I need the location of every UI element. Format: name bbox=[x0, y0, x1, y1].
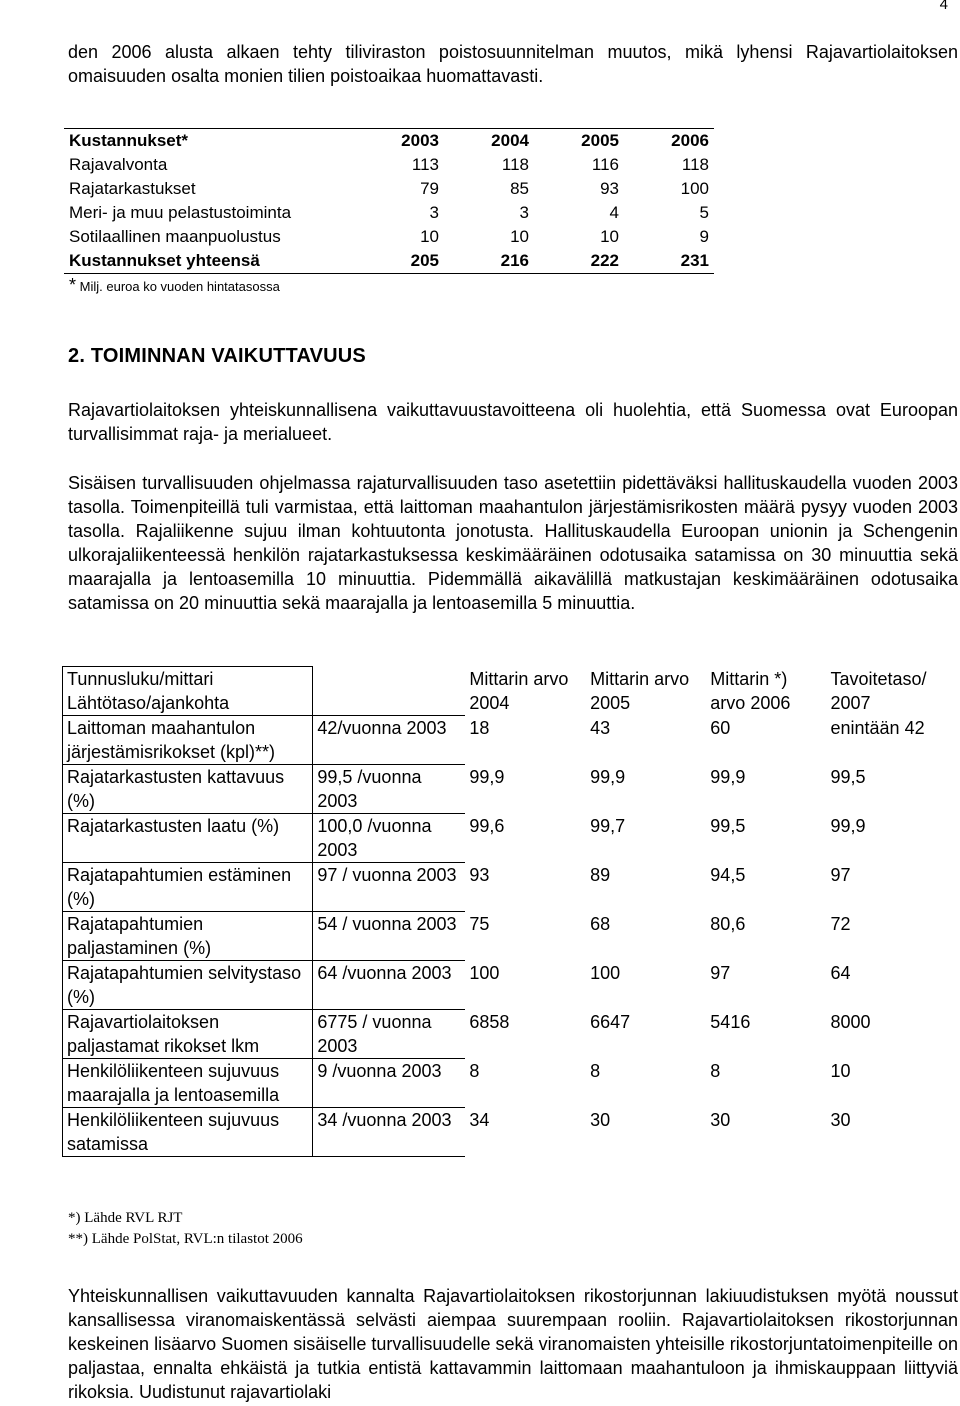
cost-cell: 118 bbox=[681, 155, 709, 174]
metrics-indicator: Rajatarkastusten laatu (%) bbox=[63, 814, 313, 863]
metrics-value-2005: 99,7 bbox=[590, 815, 626, 836]
cost-cell: 116 bbox=[591, 155, 619, 174]
cost-header-year: 2003 bbox=[354, 129, 444, 154]
cost-total-cell: 231 bbox=[624, 249, 714, 274]
metrics-row bbox=[63, 765, 960, 814]
metrics-row bbox=[63, 912, 960, 961]
metrics-row bbox=[63, 1059, 960, 1108]
metrics-value-2005: 99,9 bbox=[590, 766, 626, 787]
cost-cell: 3 bbox=[429, 203, 439, 222]
metrics-value-2005: 89 bbox=[590, 864, 611, 885]
cost-cell: 100 bbox=[680, 179, 709, 198]
metrics-value-2006: 97 bbox=[710, 962, 731, 983]
cost-table-note bbox=[69, 275, 280, 296]
metrics-value-2006: 94,5 bbox=[710, 864, 746, 885]
cost-cell: 9 bbox=[699, 227, 709, 246]
paragraph-3: Yhteiskunnallisen vaikuttavuuden kannalta Rajavartiolaitoksen rikostorjunnan lakiuudistuksen myötä noussut kansallisessa viranomaiskentässä selvästi aiempaa suurempaan rooliin. Rajavartiolaitoksen rikostorjunnan keskeinen lisäarvo Suomen sisäiselle turvallisuudelle sekä viranomaisten yhteisille rikostorjuntatoimenpiteille on paljastaa, ennalta ehkäistä ja tutkia entistä kattavammin laittomaan maahantuloon ja ihmiskauppaan liittyviä rikoksia. Uudistunut rajavartiolaki bbox=[68, 1286, 958, 1402]
metrics-value-2005: 6647 bbox=[590, 1011, 631, 1032]
metrics-indicator: Rajatapahtumien estäminen (%) bbox=[63, 863, 313, 912]
metrics-value-2004: 34 bbox=[469, 1109, 490, 1130]
cost-total-label: Kustannukset yhteensä bbox=[64, 249, 354, 274]
cost-row bbox=[64, 201, 714, 225]
header-indicator-text: Tunnusluku/mittari bbox=[67, 669, 214, 689]
cost-cell: 10 bbox=[600, 227, 619, 246]
metrics-baseline: 97 / vuonna 2003 bbox=[313, 863, 466, 912]
metrics-value-2006: 30 bbox=[710, 1109, 731, 1130]
cost-cell: 113 bbox=[411, 155, 439, 174]
metrics-baseline: 64 /vuonna 2003 bbox=[313, 961, 466, 1010]
footnote-1: *) Lähde RVL RJT bbox=[68, 1210, 183, 1226]
cost-cell: 3 bbox=[519, 203, 529, 222]
metrics-baseline: 9 /vuonna 2003 bbox=[313, 1059, 466, 1108]
metrics-value-2006: 5416 bbox=[710, 1011, 751, 1032]
metrics-footnotes bbox=[68, 1208, 303, 1250]
cost-total-cell: 216 bbox=[444, 249, 534, 274]
metrics-row bbox=[63, 961, 960, 1010]
cost-row bbox=[64, 177, 714, 201]
cost-header-label: Kustannukset* bbox=[64, 129, 354, 154]
cost-cell: 85 bbox=[510, 179, 529, 198]
metrics-baseline: 42/vuonna 2003 bbox=[313, 716, 466, 765]
cost-cell: 5 bbox=[699, 203, 709, 222]
header-baseline-text: Lähtötaso/ajankohta bbox=[67, 693, 230, 713]
metrics-target: 8000 bbox=[830, 1011, 871, 1032]
cost-total-cell: 205 bbox=[354, 249, 444, 274]
cost-row bbox=[64, 153, 714, 177]
metrics-indicator: Laittoman maahantulon järjestämisrikokset (kpl)**) bbox=[63, 716, 313, 765]
metrics-value-2004: 6858 bbox=[469, 1011, 510, 1032]
metrics-row bbox=[63, 814, 960, 863]
metrics-indicator: Rajatapahtumien paljastaminen (%) bbox=[63, 912, 313, 961]
metrics-value-2006: 99,5 bbox=[710, 815, 746, 836]
metrics-target: 72 bbox=[830, 913, 851, 934]
metrics-value-2005: 100 bbox=[590, 962, 621, 983]
metrics-value-2004: 93 bbox=[469, 864, 490, 885]
cost-row-label: Rajavalvonta bbox=[69, 155, 168, 174]
metrics-header-row bbox=[63, 667, 960, 716]
cost-header-year: 2005 bbox=[534, 129, 624, 154]
cost-row bbox=[64, 225, 714, 249]
metrics-indicator: Rajatapahtumien selvitystaso (%) bbox=[63, 961, 313, 1010]
note-text: Milj. euroa ko vuoden hintatasossa bbox=[79, 279, 280, 294]
metrics-value-2006: 99,9 bbox=[710, 766, 746, 787]
metrics-header-2005: Mittarin arvo 2005 bbox=[590, 668, 690, 713]
metrics-header-2004: Mittarin arvo 2004 bbox=[469, 668, 569, 713]
metrics-target: 64 bbox=[830, 962, 851, 983]
metrics-baseline: 6775 / vuonna 2003 bbox=[313, 1010, 466, 1059]
metrics-target: 10 bbox=[830, 1060, 851, 1081]
metrics-value-2005: 68 bbox=[590, 913, 611, 934]
metrics-value-2004: 8 bbox=[469, 1060, 480, 1081]
cost-cell: 10 bbox=[510, 227, 529, 246]
cost-table-header bbox=[64, 129, 714, 154]
metrics-header-indicator bbox=[63, 667, 313, 716]
cost-header-year: 2006 bbox=[624, 129, 714, 154]
metrics-baseline: 100,0 /vuonna 2003 bbox=[313, 814, 466, 863]
metrics-indicator: Henkilöliikenteen sujuvuus satamissa bbox=[63, 1108, 313, 1157]
metrics-value-2006: 60 bbox=[710, 717, 731, 738]
cost-cell: 79 bbox=[420, 179, 439, 198]
metrics-value-2006: 80,6 bbox=[710, 913, 746, 934]
metrics-value-2004: 99,6 bbox=[469, 815, 505, 836]
metrics-value-2005: 43 bbox=[590, 717, 611, 738]
metrics-target: enintään 42 bbox=[830, 717, 925, 738]
metrics-table bbox=[62, 666, 960, 1157]
paragraph-2: Sisäisen turvallisuuden ohjelmassa rajaturvallisuuden taso asetettiin pidettäväksi hallituskaudella vuoden 2003 tasolla. Toimenpiteillä tuli varmistaa, että laittoman maahantulon järjestämisrikosten määrä pysyy vuoden 2003 tasolla. Rajaliikenne sujuu ilman kohtuutonta jonotusta. Hallituskaudella Euroopan unionin ja Schengenin ulkorajaliikenteessä henkilön rajatarkastuksessa keskimääräinen odotusaika satamissa on 30 minuuttia sekä maarajalla ja lentoasemilla 10 minuuttia. Pidemmällä aikavälillä matkustajan keskimääräinen odotusaika satamissa on 20 minuuttia sekä maarajalla ja lentoasemilla 5 minuuttia. bbox=[68, 473, 958, 613]
paragraph-1: Rajavartiolaitoksen yhteiskunnallisena vaikuttavuustavoitteena oli huolehtia, että Suomessa ovat Euroopan turvallisimmat raja- ja merialueet. bbox=[68, 400, 958, 444]
metrics-value-2004: 75 bbox=[469, 913, 490, 934]
metrics-value-2004: 99,9 bbox=[469, 766, 505, 787]
metrics-target: 99,5 bbox=[830, 766, 866, 787]
metrics-header-target: Tavoitetaso/ 2007 bbox=[830, 668, 927, 713]
metrics-value-2004: 100 bbox=[469, 962, 500, 983]
cost-table bbox=[64, 128, 714, 274]
cost-cell: 10 bbox=[420, 227, 439, 246]
metrics-value-2005: 30 bbox=[590, 1109, 611, 1130]
footnote-2: **) Lähde PolStat, RVL:n tilastot 2006 bbox=[68, 1231, 303, 1247]
metrics-indicator: Rajavartiolaitoksen paljastamat rikokset lkm bbox=[63, 1010, 313, 1059]
metrics-indicator: Henkilöliikenteen sujuvuus maarajalla ja lentoasemilla bbox=[63, 1059, 313, 1108]
metrics-value-2006: 8 bbox=[710, 1060, 721, 1081]
metrics-baseline: 54 / vuonna 2003 bbox=[313, 912, 466, 961]
metrics-row bbox=[63, 863, 960, 912]
metrics-target: 99,9 bbox=[830, 815, 866, 836]
metrics-header-blank bbox=[313, 667, 466, 716]
cost-header-year: 2004 bbox=[444, 129, 534, 154]
metrics-header-2006: Mittarin *) arvo 2006 bbox=[710, 668, 791, 713]
cost-row-label: Sotilaallinen maanpuolustus bbox=[69, 227, 281, 246]
metrics-value-2005: 8 bbox=[590, 1060, 601, 1081]
cost-row-label: Rajatarkastukset bbox=[69, 179, 196, 198]
metrics-target: 30 bbox=[830, 1109, 851, 1130]
note-asterisk: * bbox=[69, 275, 77, 295]
metrics-baseline: 99,5 /vuonna 2003 bbox=[313, 765, 466, 814]
section-heading: 2. TOIMINNAN VAIKUTTAVUUS bbox=[68, 345, 366, 367]
page-number: 4 bbox=[939, 0, 948, 13]
cost-total-cell: 222 bbox=[534, 249, 624, 274]
metrics-value-2004: 18 bbox=[469, 717, 490, 738]
cost-row-label: Meri- ja muu pelastustoiminta bbox=[69, 203, 292, 222]
cost-cell: 4 bbox=[609, 203, 619, 222]
intro-paragraph: den 2006 alusta alkaen tehty tiliviraston poistosuunnitelman muutos, mikä lyhensi Rajavartiolaitoksen omaisuuden osalta monien tilien poistoaikaa huomattavasti. bbox=[68, 42, 958, 86]
metrics-row bbox=[63, 1010, 960, 1059]
metrics-row bbox=[63, 1108, 960, 1157]
cost-cell: 93 bbox=[600, 179, 619, 198]
metrics-indicator: Rajatarkastusten kattavuus (%) bbox=[63, 765, 313, 814]
cost-cell: 118 bbox=[501, 155, 529, 174]
metrics-target: 97 bbox=[830, 864, 851, 885]
cost-total-row bbox=[64, 249, 714, 274]
metrics-baseline: 34 /vuonna 2003 bbox=[313, 1108, 466, 1157]
metrics-row bbox=[63, 716, 960, 765]
